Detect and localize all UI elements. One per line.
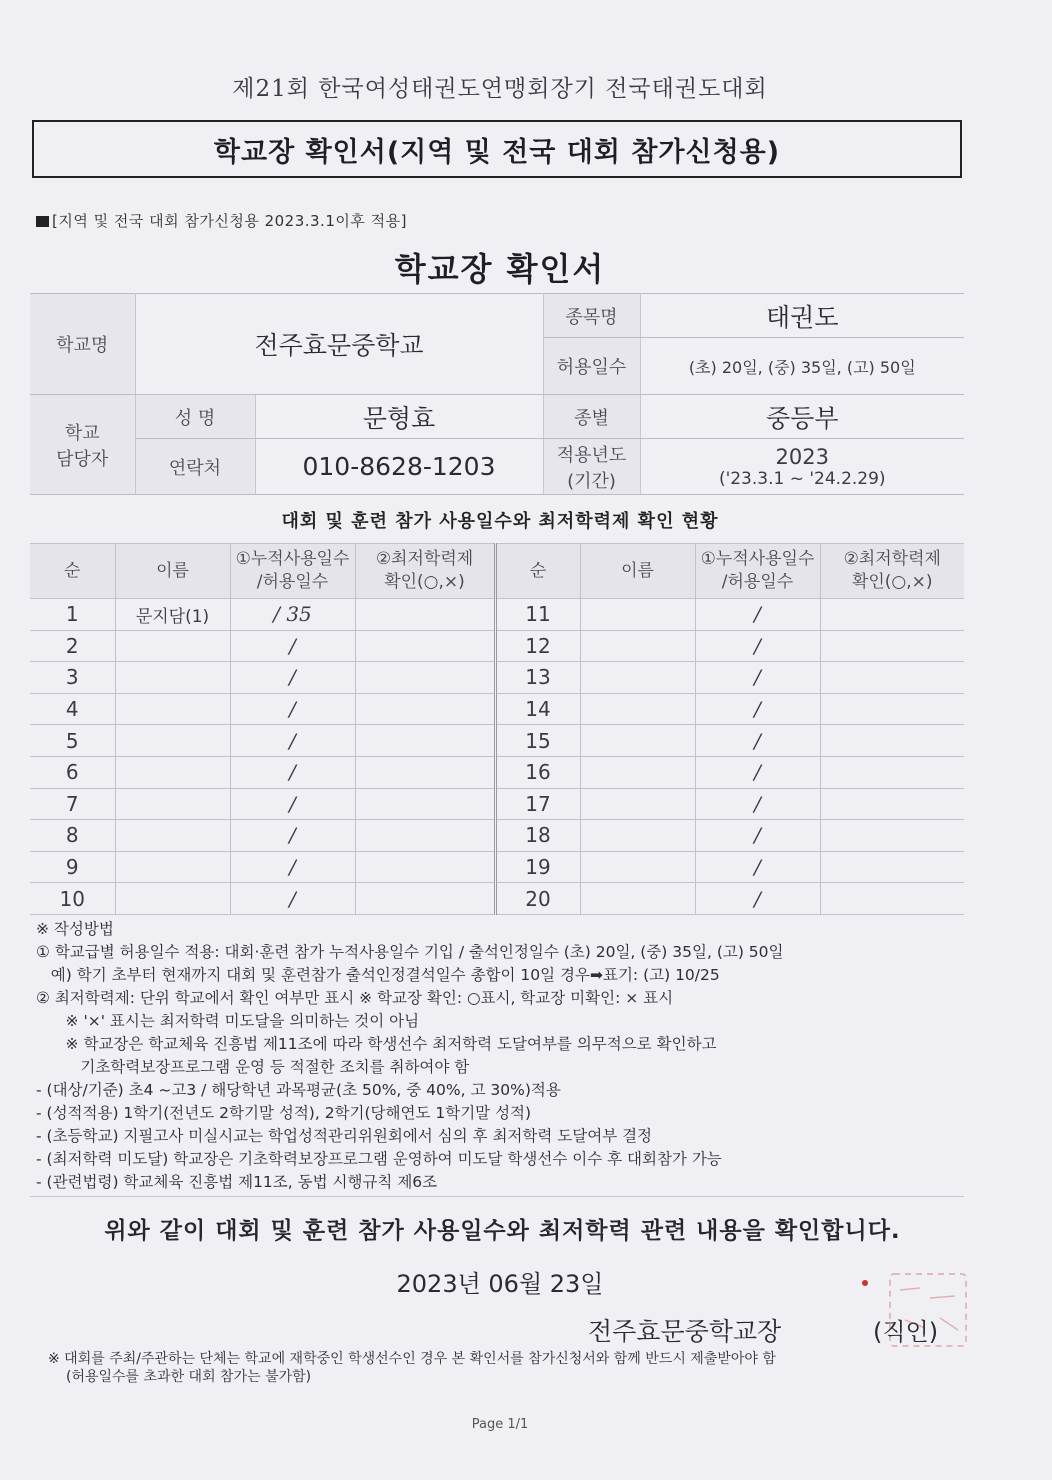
row-no: 3 [30,662,115,694]
row-name: 문지담(1) [115,599,230,631]
category-label: 종별 [543,395,640,439]
school-info-table [30,293,964,495]
contact-value: 010-8628-1203 [255,439,543,495]
row-no: 1 [30,599,115,631]
row-name [115,725,230,757]
table-row [30,693,964,725]
category-value: 중등부 [640,395,964,439]
instruction-line: 기초학력보장프로그램 운영 등 적절한 조치를 취하여야 함 [36,1058,470,1076]
row-days: / [230,883,355,915]
row-check [820,756,964,788]
table-body [30,599,964,915]
instruction-line: - (최저학력 미도달) 학교장은 기초학력보장프로그램 운영하여 미도달 학생선수 이수 후 대회참가 가능 [36,1150,722,1168]
row-name [580,788,695,820]
row-days: / [695,725,820,757]
row-no: 2 [30,630,115,662]
row-no: 20 [495,883,580,915]
row-no: 7 [30,788,115,820]
table-row [30,851,964,883]
table-row [30,756,964,788]
row-no: 15 [495,725,580,757]
row-name [580,630,695,662]
instruction-line: ① 학교급별 허용일수 적용: 대회·훈련 참가 누적사용일수 기입 / 출석인정일수 (초) 20일, (중) 35일, (고) 50일 [36,943,784,961]
row-no: 18 [495,820,580,852]
header-days-right [695,544,820,599]
row-days: / [230,820,355,852]
row-name [115,820,230,852]
row-days: / [230,630,355,662]
row-days: / [230,693,355,725]
header-check-right-line1: ②최저학력제 [843,549,941,570]
principal-name: 전주효문중학교장 [588,1317,782,1346]
row-days: / [230,725,355,757]
row-check [820,883,964,915]
instruction-line: ※ 학교장은 학교체육 진흥법 제11조에 따라 학생선수 최저학력 도달여부를 의무적으로 확인하고 [36,1035,717,1053]
footnote-line1: ※ 대회를 주최/주관하는 단체는 학교에 재학중인 학생선수인 경우 본 확인서를 참가신청서와 함께 반드시 제출받아야 함 [48,1351,776,1367]
issue-date: 2023년 06월 23일 [396,1270,604,1298]
table-row [30,662,964,694]
instruction-line: - (성적적용) 1학기(전년도 2학기말 성적), 2학기(당해연도 1학기말 성적) [36,1104,532,1122]
header-days-right-line2: /허용일수 [721,572,794,592]
row-name [115,788,230,820]
instructions [36,918,976,1194]
table-row [30,630,964,662]
row-days: / [695,851,820,883]
school-name-label: 학교명 [30,294,135,395]
allowed-days-label: 허용일수 [543,338,640,395]
row-name [115,756,230,788]
row-name [580,756,695,788]
instructions-lines [36,941,976,1194]
instruction-line: - (대상/기준) 초4 ~고3 / 해당학년 과목평균(초 50%, 중 40%, 고 30%)적용 [36,1081,561,1099]
footnote-line2: (허용일수를 초과한 대회 참가는 불가함) [66,1369,312,1385]
event-value: 태권도 [640,294,964,338]
row-no: 8 [30,820,115,852]
row-no: 5 [30,725,115,757]
instruction-line: - (관련법령) 학교체육 진흥법 제11조, 동법 시행규칙 제6조 [36,1173,438,1191]
header-check-line1: ②최저학력제 [375,549,474,570]
row-no: 16 [495,756,580,788]
row-name [580,851,695,883]
manager-name-label: 성 명 [135,395,255,439]
header-name-right: 이름 [580,544,695,599]
row-name [115,851,230,883]
row-check [355,883,495,915]
manager-name-value: 문형효 [255,395,543,439]
row-check [355,851,495,883]
participants-table [30,543,964,915]
event-label: 종목명 [543,294,640,338]
apply-year-label [543,439,640,495]
row-name [580,725,695,757]
row-check [355,820,495,852]
row-days: / [695,883,820,915]
row-check [820,630,964,662]
divider [30,1196,964,1197]
row-days: / [230,662,355,694]
row-days: / [695,662,820,694]
apply-period-value: ('23.3.1 ~ '24.2.29) [718,468,886,489]
header-no: 순 [30,544,115,599]
row-no: 14 [495,693,580,725]
apply-year-label-line2: (기간) [567,470,616,492]
document-title-box [32,120,962,178]
instruction-line: ※ '×' 표시는 최저학력 미도달을 의미하는 것이 아님 [36,1012,420,1030]
seal-label: (직인) [873,1318,939,1346]
row-days: / [230,851,355,883]
row-name [580,662,695,694]
manager-label-line1: 학교 [64,422,100,444]
row-no: 13 [495,662,580,694]
footnote [48,1350,776,1386]
row-name [580,693,695,725]
row-check [820,725,964,757]
row-no: 11 [495,599,580,631]
table-header-row [30,544,964,599]
apply-year-label-line1: 적용년도 [556,444,627,466]
row-check [355,788,495,820]
header-check [355,544,495,599]
row-days: / [230,788,355,820]
row-check [355,756,495,788]
row-name [115,662,230,694]
manager-label [30,395,135,495]
application-note-text: [지역 및 전국 대회 참가신청용 2023.3.1이후 적용] [52,212,407,230]
header-check-right-line2: 확인(○,×) [851,572,933,592]
row-name [580,883,695,915]
row-no: 10 [30,883,115,915]
row-name [580,820,695,852]
row-days: / [230,756,355,788]
confirmation-statement: 위와 같이 대회 및 훈련 참가 사용일수와 최저학력 관련 내용을 확인합니다. [104,1218,901,1244]
row-check [820,693,964,725]
application-note [36,210,407,231]
row-check [355,693,495,725]
row-days: / [695,599,820,631]
page-number: Page 1/1 [471,1417,529,1432]
row-days: / [695,630,820,662]
row-days: / [695,756,820,788]
row-name [115,883,230,915]
row-check [355,599,495,631]
instructions-heading: ※ 작성방법 [36,920,114,938]
row-name [115,630,230,662]
event-title: 제21회 한국여성태권도연맹회장기 전국태권도대회 [232,76,768,102]
row-name [580,599,695,631]
header-days-line1: ①누적사용일수 [235,549,350,570]
instruction-line: ② 최저학력제: 단위 학교에서 확인 여부만 표시 ※ 학교장 확인: ○표시, 학교장 미확인: × 표시 [36,989,674,1007]
row-no: 9 [30,851,115,883]
section-title: 대회 및 훈련 참가 사용일수와 최저학력제 확인 현황 [281,511,719,532]
instruction-line: 예) 학기 초부터 현재까지 대회 및 훈련참가 출석인정결석일수 총합이 10일 경우➡표기: (고) 10/25 [36,966,720,984]
main-title: 학교장 확인서 [394,250,606,288]
row-days: / 35 [230,599,355,631]
apply-year-value: 2023 [775,444,829,469]
table-row [30,820,964,852]
allowed-days-value: (초) 20일, (중) 35일, (고) 50일 [640,338,964,395]
row-check [820,851,964,883]
header-check-line2: 확인(○,×) [384,572,465,592]
apply-year-cell [640,439,964,495]
row-no: 12 [495,630,580,662]
square-bullet-icon [36,216,49,227]
table-row [30,883,964,915]
row-check [820,820,964,852]
row-check [820,788,964,820]
table-row [30,788,964,820]
row-check [820,662,964,694]
row-check [820,599,964,631]
header-days [230,544,355,599]
header-check-right [820,544,964,599]
header-days-right-line1: ①누적사용일수 [700,549,815,570]
header-days-line2: /허용일수 [256,572,329,592]
table-row [30,599,964,631]
document-title: 학교장 확인서(지역 및 전국 대회 참가신청용) [213,136,781,168]
row-name [115,693,230,725]
manager-label-line2: 담당자 [56,448,109,470]
row-no: 4 [30,693,115,725]
row-no: 19 [495,851,580,883]
school-name-value: 전주효문중학교 [135,294,543,395]
row-no: 6 [30,756,115,788]
row-days: / [695,820,820,852]
instruction-line: - (초등학교) 지필고사 미실시교는 학업성적관리위원회에서 심의 후 최저학력 도달여부 결정 [36,1127,653,1145]
row-check [355,662,495,694]
table-row [30,725,964,757]
row-days: / [695,693,820,725]
row-days: / [695,788,820,820]
row-no: 17 [495,788,580,820]
contact-label: 연락처 [135,439,255,495]
row-check [355,725,495,757]
header-name: 이름 [115,544,230,599]
row-check [355,630,495,662]
header-no-right: 순 [495,544,580,599]
